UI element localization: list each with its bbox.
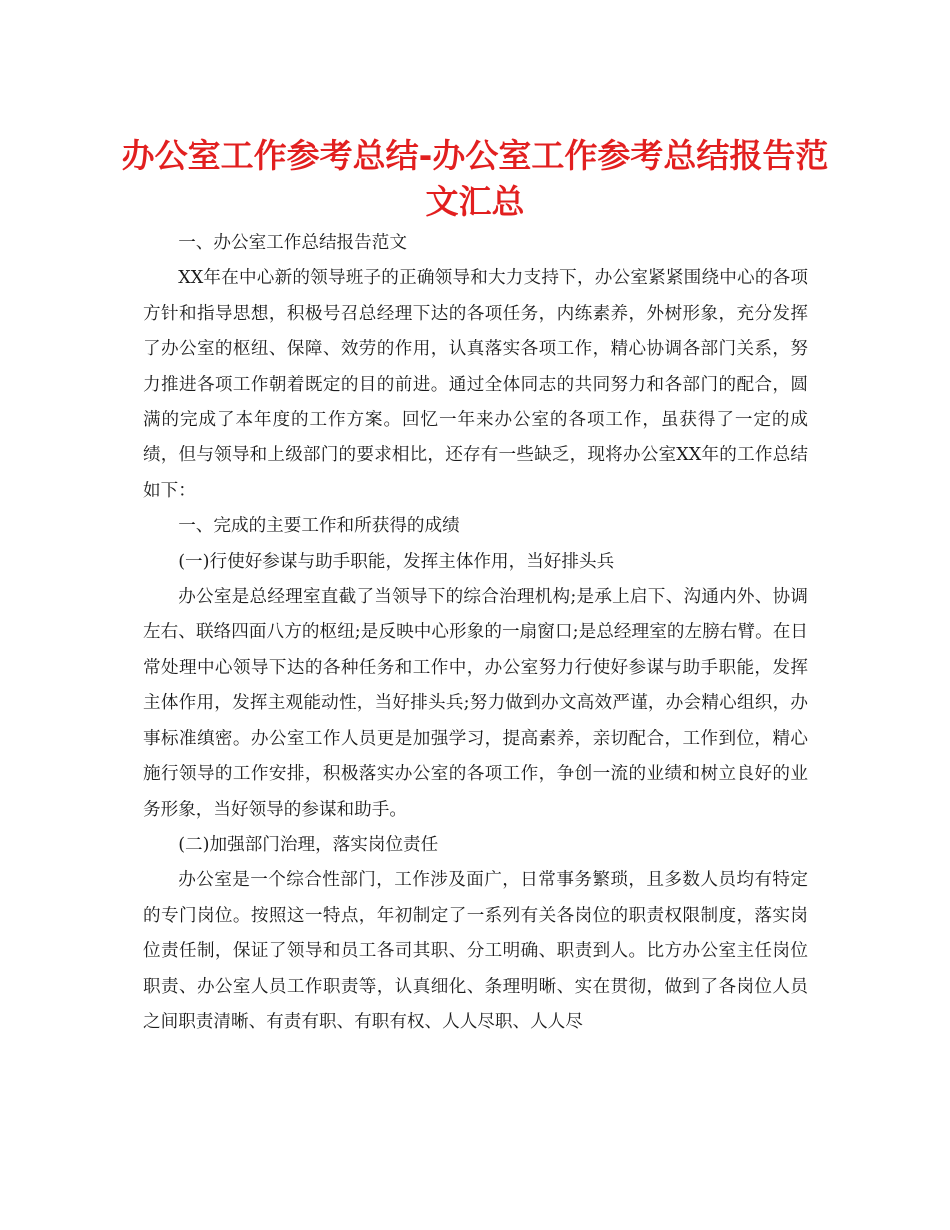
intro-paragraph: XX年在中心新的领导班子的正确领导和大力支持下，办公室紧紧围绕中心的各项方针和指导思想，积极号召总经理下达的各项任务，内练素养，外树形象，充分发挥了办公室的枢纽、保障、效劳的作用，认真落实各项工作，精心协调各部门关系，努力推进各项工作朝着既定的目的前进。通过全体同志的共同努力和各部门的配合，圆满的完成了本年度的工作方案。回忆一年来办公室的各项工作，虽获得了一定的成绩，但与领导和上级部门的要求相比，还存有一些缺乏，现将办公室XX年的工作总结如下：	[143, 268, 808, 501]
document-title: 办公室工作参考总结-办公室工作参考总结报告范文汇总	[121, 136, 829, 221]
department-management-paragraph: 办公室是一个综合性部门，工作涉及面广，日常事务繁琐，且多数人员均有特定的专门岗位。按照这一特点，年初制定了一系列有关各岗位的职责权限制度，落实岗位责任制，保证了领导和员工各司其职、分工明确、职责到人。比方办公室主任岗位职责、办公室人员工作职责等，认真细化、条理明晰、实在贯彻，做到了各岗位人员之间职责清晰、有责有职、有职有权、人人尽职、人人尽	[143, 870, 808, 1032]
section-heading-summary-sample: 一、办公室工作总结报告范文	[178, 233, 407, 253]
subheading-staff-role: (一)行使好参谋与助手职能，发挥主体作用，当好排头兵	[178, 551, 615, 572]
document-body	[143, 226, 808, 1040]
subheading-department-management: (二)加强部门治理，落实岗位责任	[178, 834, 439, 855]
section-heading-main-work: 一、完成的主要工作和所获得的成绩	[178, 516, 460, 537]
staff-role-paragraph: 办公室是总经理室直截了当领导下的综合治理机构;是承上启下、沟通内外、协调左右、联络四面八方的枢纽;是反映中心形象的一扇窗口;是总经理室的左膀右臂。在日常处理中心领导下达的各种任务和工作中，办公室努力行使好参谋与助手职能，发挥主体作用，发挥主观能动性，当好排头兵;努力做到办文高效严谨，办会精心组织，办事标准缜密。办公室工作人员更是加强学习，提高素养，亲切配合，工作到位，精心施行领导的工作安排，积极落实办公室的各项工作，争创一流的业绩和树立良好的业务形象，当好领导的参谋和助手。	[143, 587, 808, 820]
